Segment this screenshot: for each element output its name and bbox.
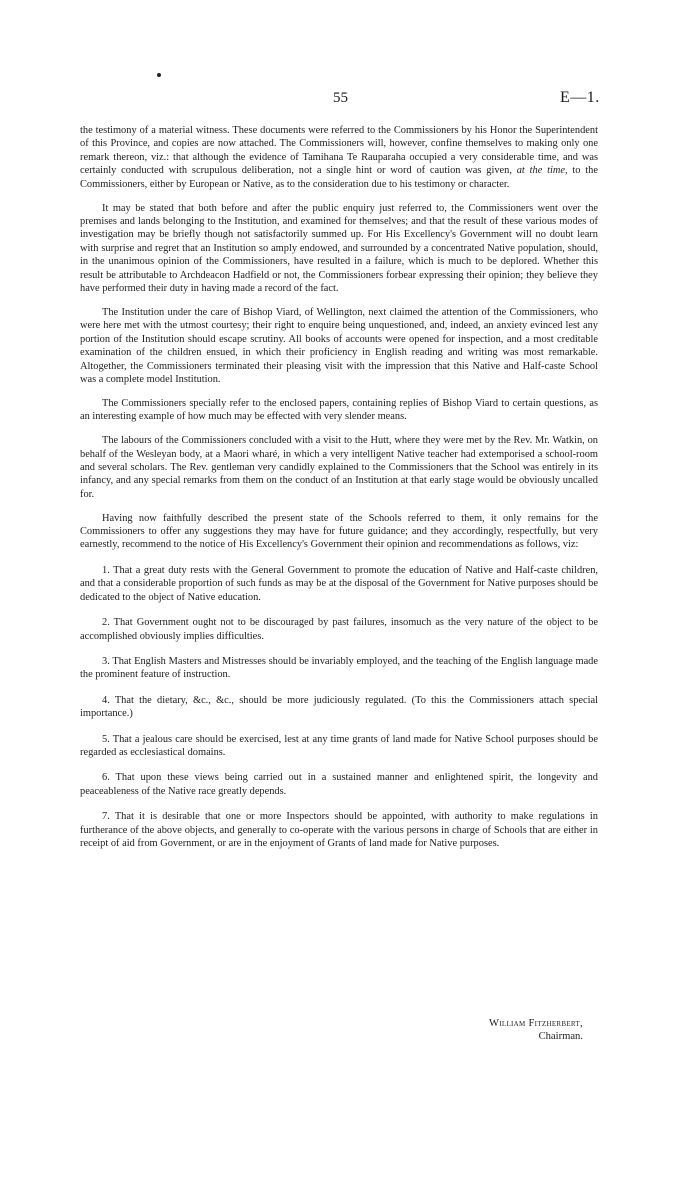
recommendation-2: 2. That Government ought not to be discouraged by past failures, insomuch as the very nature of the object to be accomplished obviously implies difficulties. xyxy=(80,617,598,642)
recommendation-6: 6. That upon these views being carried out in a sustained manner and enlightened spirit, the longevity and peaceableness of the Native race greatly depends. xyxy=(80,772,598,797)
ink-dot-mark xyxy=(157,73,161,77)
paragraph-testimony: the testimony of a material witness. These documents were referred to the Commissioners by his Honor the Superintendent of this Province, and copies are now attached. The Commissioners will, however, confine themselves to making only one remark thereon, viz.: that although the evidence of Tamihana Te Rauparaha occupied a very considerable time, and was certainly conducted with scrupulous deliberation, not a single hint or word of caution was given, at the time, to the Commissioners, either by European or Native, as to the consideration due to his testimony or character. xyxy=(80,125,598,190)
document-reference: E—1. xyxy=(560,89,600,106)
signature-block xyxy=(400,1017,583,1043)
signatory-title: Chairman. xyxy=(538,1031,583,1042)
recommendation-5: 5. That a jealous care should be exercised, lest at any time grants of land made for Native School purposes should be regarded as ecclesiastical domains. xyxy=(80,733,598,758)
recommendation-3: 3. That English Masters and Mistresses should be invariably employed, and the teaching of the English language made the prominent feature of instruction. xyxy=(80,655,598,681)
emphasis-at-the-time: at the time, xyxy=(516,165,568,177)
signatory-name: William Fitzherbert, xyxy=(488,1018,583,1029)
paragraph-enclosed-papers: The Commissioners specially refer to the enclosed papers, containing replies of Bishop Viard to certain questions, as an interesting example of how much may be effected with very slender means. xyxy=(80,397,598,423)
recommendation-7: 7. That it is desirable that one or more Inspectors should be appointed, with authority to make regulations in furtherance of the above objects, and generally to co-operate with the various persons in charge of Schools that are either in receipt of aid from Government, or are in the enjoyment of Grants of land made for Native purposes. xyxy=(80,811,598,849)
paragraph-enquiry: It may be stated that both before and after the public enquiry just referred to, the Commissioners went over the premises and lands belonging to the Institution, and examined for themselves; and that the result of these various modes of investigation may be briefly though not satisfactorily summed up. For His Excellency's Government will no doubt learn with surprise and regret that an Institution so amply endowed, and surrounded by a concentrated Native population, should, in the unanimous opinion of the Commissioners, have resulted in a failure, which is much to be deplored. Whether this result be attributable to Archdeacon Hadfield or not, the Commissioners forbear expressing their opinion; they believe they have performed their duty in having made a record of the fact. xyxy=(80,202,598,294)
paragraph-hutt-visit: The labours of the Commissioners concluded with a visit to the Hutt, where they were met by the Rev. Mr. Watkin, on behalf of the Wesleyan body, at a Maori wharé, in which a very intelligent Native teacher had extemporised a school-room and several scholars. The Rev. gentleman very candidly explained to the Commissioners that the School was entirely in its infancy, and any special remarks from them on the conduct of an Institution at that early stage would be obviously uncalled for. xyxy=(80,435,598,500)
paragraph-bishop-viard: The Institution under the care of Bishop Viard, of Wellington, next claimed the attention of the Commissioners, who were here met with the utmost courtesy; their right to enquire being unquestioned, and, indeed, an anxiety evinced lest any portion of the Institution should escape scrutiny. All books of accounts were opened for inspection, and a most creditable examination of the children ensued, in which their proficiency in English reading and writing was most remarkable. Altogether, the Commissioners terminated their pleasing visit with the impression that this Native and Half-caste School was a complete model Institution. xyxy=(80,306,598,385)
page-number: 55 xyxy=(333,90,348,106)
document-body xyxy=(80,124,598,862)
recommendation-4: 4. That the dietary, &c., &c., should be more judiciously regulated. (To this the Commissioners attach special importance.) xyxy=(80,694,598,720)
recommendation-1: 1. That a great duty rests with the General Government to promote the education of Native and Half-caste children, and that a considerable proportion of such funds as may be at the disposal of the Government for Native purposes should be dedicated to the object of Native education. xyxy=(80,564,598,603)
paragraph-recommendations-intro: Having now faithfully described the present state of the Schools referred to them, it only remains for the Commissioners to offer any suggestions they may have for future guidance; and they accordingly, respectfully, but very earnestly, recommend to the notice of His Excellency's Government their opinion and recommendations as follows, viz: xyxy=(80,512,598,551)
